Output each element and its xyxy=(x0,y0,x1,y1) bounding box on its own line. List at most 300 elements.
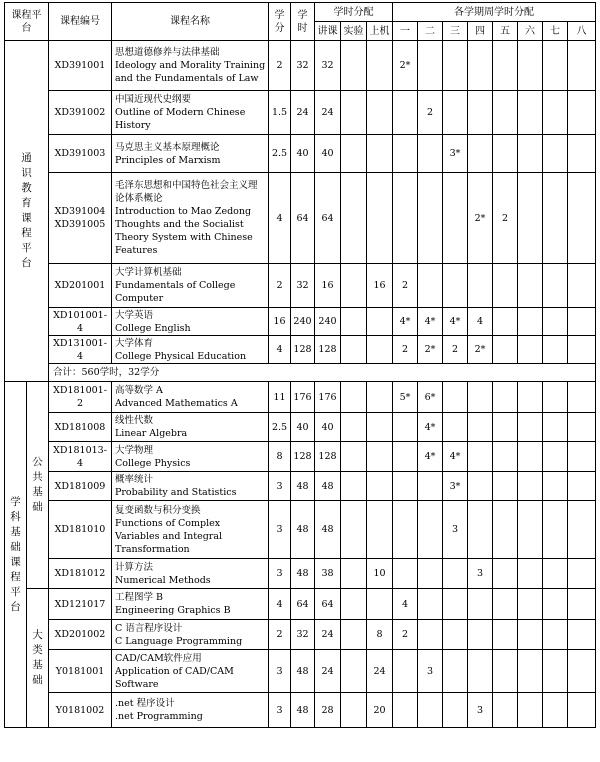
term-hours xyxy=(543,442,568,472)
course-name-en: Probability and Statistics xyxy=(115,487,237,498)
header-term: 三 xyxy=(443,22,468,41)
term-hours xyxy=(518,650,543,693)
experiment-hours xyxy=(341,41,367,91)
term-hours: 4 xyxy=(393,589,418,620)
course-name-en: Outline of Modern Chinese History xyxy=(115,107,246,131)
table-row xyxy=(5,650,596,693)
lecture-hours: 176 xyxy=(315,382,341,413)
term-hours xyxy=(493,308,518,336)
term-hours xyxy=(493,382,518,413)
term-hours: 2 xyxy=(393,620,418,650)
term-hours xyxy=(443,413,468,442)
header-machine: 上机 xyxy=(367,22,393,41)
term-hours xyxy=(568,382,596,413)
course-code xyxy=(49,135,112,173)
course-name-en: Advanced Mathematics A xyxy=(115,398,238,409)
course-name-en: Fundamentals of College Computer xyxy=(115,280,236,304)
course-code-line: XD391002 xyxy=(54,107,106,118)
course-code-line: XD201002 xyxy=(54,629,106,640)
term-hours xyxy=(543,41,568,91)
course-hours: 128 xyxy=(291,336,315,364)
term-hours xyxy=(443,693,468,728)
term-hours xyxy=(518,91,543,135)
course-hours: 48 xyxy=(291,501,315,559)
course-hours: 64 xyxy=(291,589,315,620)
course-credit: 2 xyxy=(269,620,291,650)
experiment-hours xyxy=(341,650,367,693)
header-term: 一 xyxy=(393,22,418,41)
course-code xyxy=(49,308,112,336)
course-credit: 8 xyxy=(269,442,291,472)
term-hours: 2 xyxy=(393,264,418,308)
course-code xyxy=(49,472,112,501)
term-hours: 3* xyxy=(443,472,468,501)
course-code xyxy=(49,382,112,413)
course-name xyxy=(112,559,269,589)
course-code-line: XD101001-4 xyxy=(53,309,107,334)
course-hours: 48 xyxy=(291,693,315,728)
course-code-line: XD181012 xyxy=(54,568,106,579)
experiment-hours xyxy=(341,135,367,173)
course-name xyxy=(112,501,269,559)
header-term: 四 xyxy=(468,22,493,41)
term-hours xyxy=(543,501,568,559)
course-credit: 3 xyxy=(269,693,291,728)
course-name-en: College English xyxy=(115,322,191,334)
term-hours xyxy=(568,413,596,442)
course-code-line: XD391003 xyxy=(54,148,106,159)
term-hours xyxy=(468,650,493,693)
term-hours xyxy=(418,41,443,91)
machine-hours: 16 xyxy=(367,264,393,308)
term-hours xyxy=(518,41,543,91)
experiment-hours xyxy=(341,693,367,728)
course-hours: 24 xyxy=(291,91,315,135)
course-code xyxy=(49,413,112,442)
header-term: 二 xyxy=(418,22,443,41)
table-row xyxy=(5,589,596,620)
course-credit: 3 xyxy=(269,650,291,693)
term-hours xyxy=(568,620,596,650)
course-name xyxy=(112,41,269,91)
term-hours: 2* xyxy=(468,173,493,264)
term-hours: 2* xyxy=(468,336,493,364)
term-hours xyxy=(418,620,443,650)
course-credit: 4 xyxy=(269,589,291,620)
course-name-zh: 思想道德修养与法律基础 xyxy=(115,47,220,58)
term-hours xyxy=(543,173,568,264)
term-hours xyxy=(493,589,518,620)
course-name-en: College Physics xyxy=(115,457,191,469)
header-credit: 学分 xyxy=(269,3,291,41)
course-name xyxy=(112,91,269,135)
term-hours: 2 xyxy=(443,336,468,364)
experiment-hours xyxy=(341,589,367,620)
machine-hours xyxy=(367,382,393,413)
course-code-line: XD181013-4 xyxy=(53,444,107,469)
course-credit: 1.5 xyxy=(269,91,291,135)
course-name xyxy=(112,620,269,650)
course-name xyxy=(112,135,269,173)
term-hours xyxy=(518,308,543,336)
course-code xyxy=(49,264,112,308)
term-hours xyxy=(568,41,596,91)
course-name-zh: 大学物理 xyxy=(115,444,154,456)
group-major: 大 类 基 础 xyxy=(27,589,49,728)
term-hours xyxy=(568,589,596,620)
lecture-hours: 48 xyxy=(315,501,341,559)
curriculum-table xyxy=(4,2,596,728)
course-code-line: XD131001-4 xyxy=(53,337,107,362)
group-public: 公 共 基 础 xyxy=(27,382,49,589)
header-term: 七 xyxy=(543,22,568,41)
term-hours xyxy=(468,413,493,442)
term-hours xyxy=(518,693,543,728)
term-hours xyxy=(568,442,596,472)
header-experiment: 实验 xyxy=(341,22,367,41)
experiment-hours xyxy=(341,308,367,336)
term-hours: 2 xyxy=(393,336,418,364)
header-term: 六 xyxy=(518,22,543,41)
experiment-hours xyxy=(341,336,367,364)
course-code xyxy=(49,501,112,559)
term-hours xyxy=(468,135,493,173)
total-row xyxy=(5,364,596,382)
platform-basic: 学 科 基 础 课 程 平 台 xyxy=(5,382,27,728)
course-name-en: College Physical Education xyxy=(115,350,247,362)
course-name-zh: 毛泽东思想和中国特色社会主义理论体系概论 xyxy=(115,180,258,204)
term-hours xyxy=(543,693,568,728)
course-name-en: Numerical Methods xyxy=(115,574,211,586)
course-name-en: Principles of Marxism xyxy=(115,154,221,166)
course-name xyxy=(112,650,269,693)
course-name-zh: 大学计算机基础 xyxy=(115,267,182,278)
term-hours xyxy=(543,382,568,413)
course-credit: 16 xyxy=(269,308,291,336)
course-credit: 3 xyxy=(269,559,291,589)
lecture-hours: 40 xyxy=(315,135,341,173)
term-hours: 3 xyxy=(468,559,493,589)
course-code xyxy=(49,91,112,135)
term-hours xyxy=(443,589,468,620)
term-hours xyxy=(568,336,596,364)
table-row xyxy=(5,41,596,91)
term-hours xyxy=(493,559,518,589)
term-hours xyxy=(393,501,418,559)
machine-hours xyxy=(367,472,393,501)
header-term: 五 xyxy=(493,22,518,41)
term-hours xyxy=(418,173,443,264)
experiment-hours xyxy=(341,442,367,472)
course-hours: 64 xyxy=(291,173,315,264)
table-row xyxy=(5,91,596,135)
machine-hours: 20 xyxy=(367,693,393,728)
course-name-zh: .net 程序设计 xyxy=(115,698,175,709)
course-name-en: Ideology and Morality Training and the Fundamentals of Law xyxy=(115,60,266,84)
term-hours: 4* xyxy=(443,308,468,336)
term-hours xyxy=(568,135,596,173)
machine-hours xyxy=(367,442,393,472)
term-hours xyxy=(393,135,418,173)
course-code-line: XD121017 xyxy=(54,598,106,610)
lecture-hours: 48 xyxy=(315,472,341,501)
course-hours: 48 xyxy=(291,472,315,501)
course-credit: 2 xyxy=(269,264,291,308)
term-hours xyxy=(443,264,468,308)
course-name-en: Engineering Graphics B xyxy=(115,605,231,616)
term-hours xyxy=(493,501,518,559)
header-platform: 课程平台 xyxy=(5,3,49,41)
lecture-hours: 32 xyxy=(315,41,341,91)
term-hours xyxy=(468,91,493,135)
experiment-hours xyxy=(341,413,367,442)
term-hours xyxy=(568,472,596,501)
course-credit: 3 xyxy=(269,501,291,559)
table-row xyxy=(5,559,596,589)
term-hours: 3 xyxy=(443,501,468,559)
table-row xyxy=(5,442,596,472)
lecture-hours: 240 xyxy=(315,308,341,336)
term-hours xyxy=(493,472,518,501)
course-code xyxy=(49,650,112,693)
table-row xyxy=(5,336,596,364)
table-row xyxy=(5,382,596,413)
machine-hours: 8 xyxy=(367,620,393,650)
course-hours: 32 xyxy=(291,620,315,650)
term-hours xyxy=(543,336,568,364)
experiment-hours xyxy=(341,559,367,589)
term-hours: 2* xyxy=(393,41,418,91)
experiment-hours xyxy=(341,382,367,413)
term-hours xyxy=(543,308,568,336)
course-name-en: Application of CAD/CAM Software xyxy=(115,665,234,690)
term-hours xyxy=(518,135,543,173)
term-hours xyxy=(543,620,568,650)
term-hours: 6* xyxy=(418,382,443,413)
table-row xyxy=(5,135,596,173)
lecture-hours: 24 xyxy=(315,91,341,135)
term-hours xyxy=(568,264,596,308)
course-code-line: XD181008 xyxy=(54,421,106,433)
course-hours: 32 xyxy=(291,264,315,308)
term-hours: 4* xyxy=(418,413,443,442)
course-name-zh: 复变函数与积分变换 xyxy=(115,504,201,516)
course-hours: 32 xyxy=(291,41,315,91)
term-hours xyxy=(543,589,568,620)
course-code xyxy=(49,41,112,91)
term-hours xyxy=(543,472,568,501)
lecture-hours: 128 xyxy=(315,336,341,364)
term-hours xyxy=(393,91,418,135)
term-hours xyxy=(443,41,468,91)
course-name-zh: C 语言程序设计 xyxy=(115,622,183,634)
header-name: 课程名称 xyxy=(112,3,269,41)
term-hours xyxy=(443,382,468,413)
course-name-zh: 高等数学 A xyxy=(115,385,163,396)
experiment-hours xyxy=(341,472,367,501)
term-hours: 3 xyxy=(418,650,443,693)
course-name-zh: 计算方法 xyxy=(115,561,154,573)
course-code-line: XD391004 xyxy=(54,206,106,217)
course-hours: 48 xyxy=(291,559,315,589)
course-name xyxy=(112,442,269,472)
lecture-hours: 128 xyxy=(315,442,341,472)
course-name xyxy=(112,382,269,413)
experiment-hours xyxy=(341,91,367,135)
term-hours xyxy=(518,442,543,472)
term-hours: 4* xyxy=(443,442,468,472)
term-hours xyxy=(468,472,493,501)
term-hours xyxy=(418,589,443,620)
term-hours: 2 xyxy=(493,173,518,264)
course-name xyxy=(112,336,269,364)
term-hours xyxy=(568,91,596,135)
term-hours xyxy=(543,413,568,442)
course-name-zh: 概率统计 xyxy=(115,474,154,485)
term-hours xyxy=(493,91,518,135)
term-hours xyxy=(493,41,518,91)
term-hours xyxy=(518,382,543,413)
course-credit: 4 xyxy=(269,173,291,264)
machine-hours xyxy=(367,336,393,364)
term-hours xyxy=(393,559,418,589)
header-distribution: 学时分配 xyxy=(315,3,393,22)
course-credit: 11 xyxy=(269,382,291,413)
term-hours xyxy=(468,589,493,620)
term-hours: 3* xyxy=(443,135,468,173)
course-hours: 176 xyxy=(291,382,315,413)
term-hours: 4* xyxy=(418,442,443,472)
course-code-line: XD201001 xyxy=(54,280,106,291)
header-lecture: 讲课 xyxy=(315,22,341,41)
term-hours xyxy=(493,442,518,472)
term-hours xyxy=(518,559,543,589)
term-hours xyxy=(493,336,518,364)
machine-hours xyxy=(367,41,393,91)
term-hours xyxy=(493,620,518,650)
term-hours xyxy=(518,264,543,308)
course-name-zh: 大学体育 xyxy=(115,337,154,349)
term-hours xyxy=(518,589,543,620)
term-hours xyxy=(468,620,493,650)
machine-hours xyxy=(367,308,393,336)
machine-hours: 24 xyxy=(367,650,393,693)
term-hours xyxy=(468,382,493,413)
lecture-hours: 28 xyxy=(315,693,341,728)
term-hours xyxy=(543,559,568,589)
platform-general: 通 识 教 育 课 程 平 台 xyxy=(5,41,49,382)
term-hours xyxy=(443,91,468,135)
table-row xyxy=(5,413,596,442)
term-hours xyxy=(493,650,518,693)
term-hours xyxy=(393,472,418,501)
course-name-en: .net Programming xyxy=(115,711,203,722)
course-name xyxy=(112,308,269,336)
course-name xyxy=(112,693,269,728)
term-hours xyxy=(418,472,443,501)
term-hours xyxy=(518,472,543,501)
term-hours xyxy=(418,135,443,173)
term-hours xyxy=(568,650,596,693)
course-name xyxy=(112,413,269,442)
table-row xyxy=(5,264,596,308)
course-name-zh: 马克思主义基本原理概论 xyxy=(115,141,220,153)
lecture-hours: 64 xyxy=(315,173,341,264)
course-name-zh: 中国近现代史纲要 xyxy=(115,94,192,105)
term-hours xyxy=(393,650,418,693)
term-hours xyxy=(568,693,596,728)
term-hours: 2 xyxy=(418,91,443,135)
course-name xyxy=(112,264,269,308)
term-hours xyxy=(468,442,493,472)
term-hours: 4* xyxy=(393,308,418,336)
term-hours xyxy=(418,693,443,728)
term-hours xyxy=(518,620,543,650)
table-row xyxy=(5,620,596,650)
course-code-line: XD181009 xyxy=(54,480,106,492)
term-hours xyxy=(443,173,468,264)
general-total: 合计：560学时，32学分 xyxy=(49,364,596,382)
term-hours xyxy=(543,91,568,135)
table-row xyxy=(5,693,596,728)
term-hours xyxy=(518,336,543,364)
lecture-hours: 24 xyxy=(315,620,341,650)
course-code xyxy=(49,336,112,364)
term-hours xyxy=(443,620,468,650)
lecture-hours: 16 xyxy=(315,264,341,308)
term-hours xyxy=(418,264,443,308)
course-hours: 40 xyxy=(291,135,315,173)
term-hours xyxy=(393,693,418,728)
machine-hours xyxy=(367,413,393,442)
term-hours xyxy=(568,559,596,589)
lecture-hours: 40 xyxy=(315,413,341,442)
term-hours: 2* xyxy=(418,336,443,364)
course-credit: 2 xyxy=(269,41,291,91)
term-hours xyxy=(393,173,418,264)
machine-hours xyxy=(367,91,393,135)
lecture-hours: 64 xyxy=(315,589,341,620)
term-hours xyxy=(568,173,596,264)
course-hours: 240 xyxy=(291,308,315,336)
course-name xyxy=(112,472,269,501)
course-code-line: Y0181001 xyxy=(55,665,105,677)
experiment-hours xyxy=(341,620,367,650)
course-code-line: XD181010 xyxy=(54,524,106,535)
course-code-line: XD391005 xyxy=(54,219,106,230)
header-semesters: 各学期周学时分配 xyxy=(393,3,596,22)
term-hours xyxy=(418,559,443,589)
course-code xyxy=(49,620,112,650)
term-hours xyxy=(543,264,568,308)
table-row xyxy=(5,308,596,336)
course-code-line: Y0181002 xyxy=(55,704,105,716)
experiment-hours xyxy=(341,173,367,264)
course-name-zh: 大学英语 xyxy=(115,309,154,321)
term-hours xyxy=(518,173,543,264)
term-hours: 4 xyxy=(468,308,493,336)
term-hours xyxy=(518,413,543,442)
term-hours xyxy=(568,308,596,336)
term-hours xyxy=(443,650,468,693)
term-hours xyxy=(493,135,518,173)
course-code xyxy=(49,589,112,620)
table-row xyxy=(5,173,596,264)
machine-hours xyxy=(367,501,393,559)
header-term: 八 xyxy=(568,22,596,41)
course-name xyxy=(112,589,269,620)
course-hours: 40 xyxy=(291,413,315,442)
